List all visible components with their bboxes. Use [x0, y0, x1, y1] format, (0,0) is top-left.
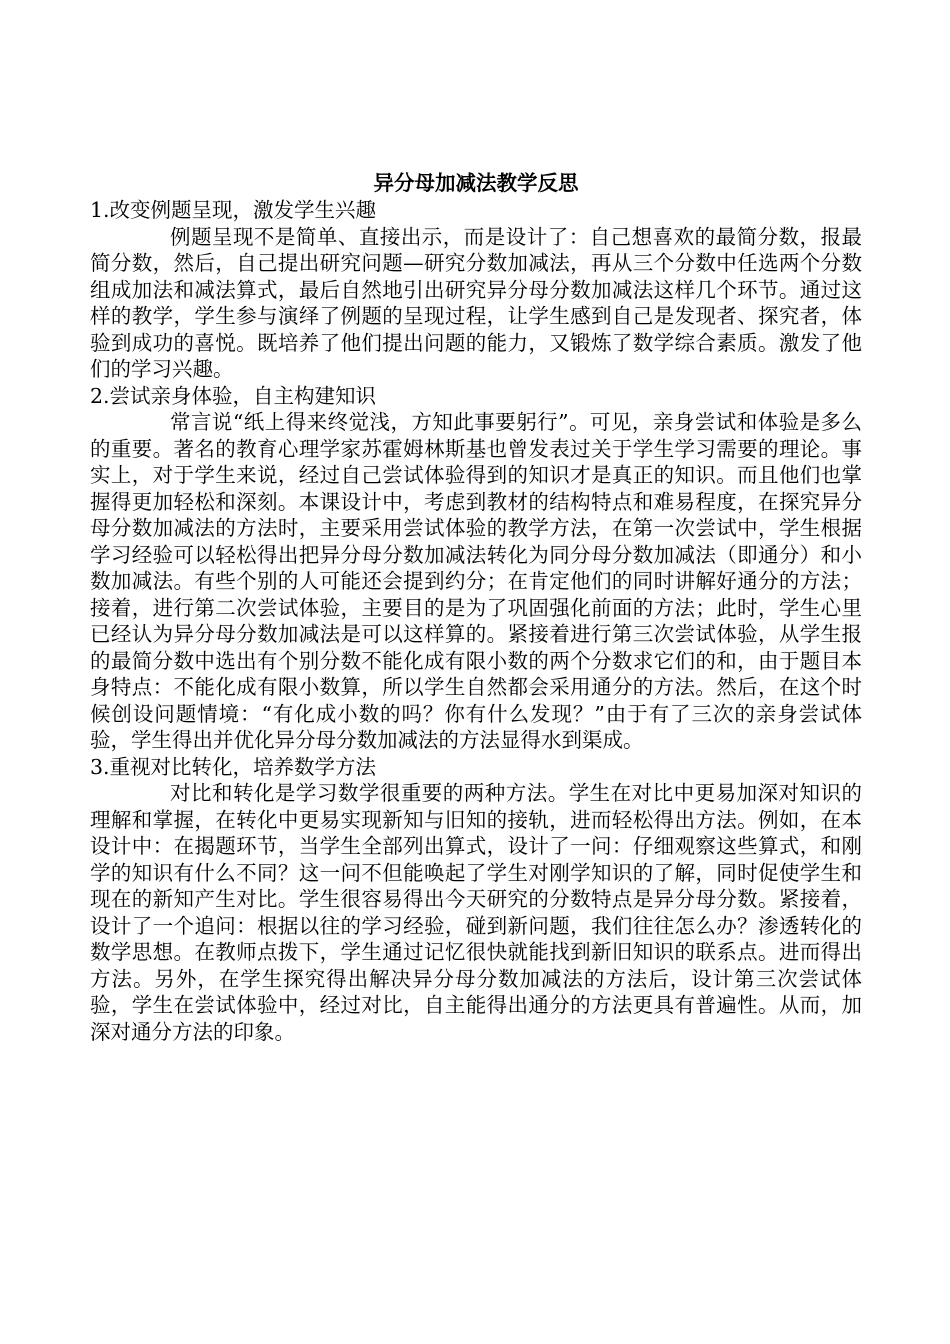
document-title: 异分母加减法教学反思 — [373, 171, 579, 195]
document-page — [90, 170, 862, 1045]
section-body-3: 对比和转化是学习数学很重要的两种方法。学生在对比中更易加深对知识的理解和掌握，在转化中更易实现新知与旧知的接轨，进而轻松得出方法。例如，在本设计中：在揭题环节，当学生全部列出算式，设计了一问：仔细观察这些算式，和刚学的知识有什么不同？这一问不但能唤起了学生对刚学知识的了解，同时促使学生和现在的新知产生对比。学生很容易得出今天研究的分数特点是异分母分数。紧接着，设计了一个追问：根据以往的学习经验，碰到新问题，我们往往怎么办？渗透转化的数学思想。在教师点拨下，学生通过记忆很快就能找到新旧知识的联系点。进而得出方法。另外，在学生探究得出解决异分母分数加减法的方法后，设计第三次尝试体验，学生在尝试体验中，经过对比，自主能得出通分的方法更具有普遍性。从而，加深对通分方法的印象。 — [90, 781, 862, 1044]
section-body-2: 常言说“纸上得来终觉浅，方知此事要躬行”。可见，亲身尝试和体验是多么的重要。著名的教育心理学家苏霍姆林斯基也曾发表过关于学生学习需要的理论。事实上，对于学生来说，经过自己尝试体验得到的知识才是真正的知识。而且他们也掌握得更加轻松和深刻。本课设计中，考虑到教材的结构特点和难易程度，在探究异分母分数加减法的方法时，主要采用尝试体验的教学方法，在第一次尝试中，学生根据学习经验可以轻松得出把异分母分数加减法转化为同分母分数加减法（即通分）和小数加减法。有些个别的人可能还会提到约分；在肯定他们的同时讲解好通分的方法；接着，进行第二次尝试体验，主要目的是为了巩固强化前面的方法；此时，学生心里已经认为异分母分数加减法是可以这样算的。紧接着进行第三次尝试体验，从学生报的最简分数中选出有个别分数不能化成有限小数的两个分数求它们的和，由于题目本身特点：不能化成有限小数算，所以学生自然都会采用通分的方法。然后，在这个时候创设问题情境：“有化成小数的吗？你有什么发现？”由于有了三次的亲身尝试体验，学生得出并优化异分母分数加减法的方法显得水到渠成。 — [90, 410, 862, 752]
section-heading-1: 1.改变例题呈现，激发学生兴趣 — [90, 198, 377, 222]
section-body-1: 例题呈现不是简单、直接出示，而是设计了：自己想喜欢的最简分数，报最简分数，然后，自己提出研究问题—研究分数加减法，再从三个分数中任选两个分数组成加法和减法算式，最后自然地引出研究异分母分数加减法这样几个环节。通过这样的教学，学生参与演绎了例题的呈现过程，让学生感到自己是发现者、探究者，体验到成功的喜悦。既培养了他们提出问题的能力，又锻炼了数学综合素质。激发了他们的学习兴趣。 — [90, 224, 862, 381]
section-heading-2: 2.尝试亲身体验，自主构建知识 — [90, 383, 377, 408]
section-heading-3: 3.重视对比转化，培养数学方法 — [90, 754, 377, 779]
